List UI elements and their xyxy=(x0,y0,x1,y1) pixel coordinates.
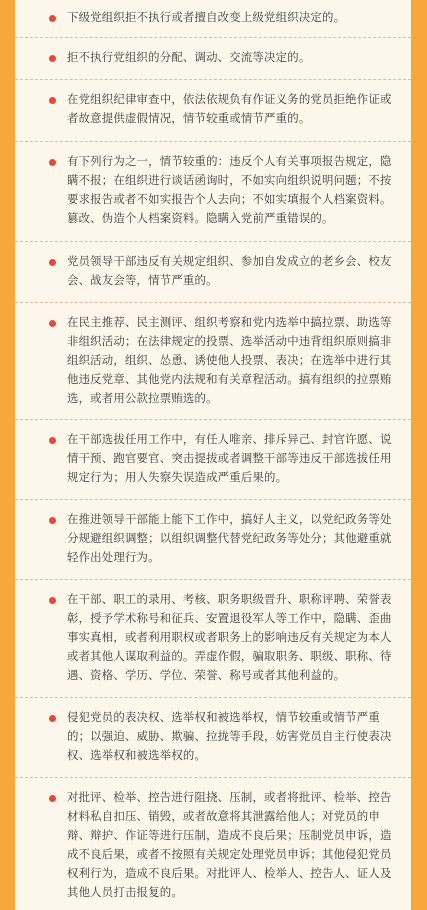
bullet-dot-icon xyxy=(49,159,56,166)
item-text: 侵犯党员的表决权、选举权和被选举权，情节较重或情节严重的；以强迫、威胁、欺骗、拉拢等手段，妨害党员自主行使表决权、选举权和被选举权的。 xyxy=(67,710,392,762)
bullet-dot-icon xyxy=(49,795,56,802)
item-text: 在干部、职工的录用、考核、职务职级晋升、职称评聘、荣誉表彰，授予学术称号和征兵、安置退役军人等工作中，隐瞒、歪曲事实真相，或者利用职权或者职务上的影响违反有关规定为本人或者其他人谋取利益的。弄虚作假，骗取职务、职级、职称、待遇、资格、学历、学位、荣誉、称号或者其他利益的。 xyxy=(67,592,392,682)
item-text: 在党组织纪律审查中，依法依规负有作证义务的党员拒绝作证或者故意提供虚假情况，情节较重或情节严重的。 xyxy=(67,92,392,125)
bullet-dot-icon xyxy=(49,15,56,22)
item-text: 对批评、检举、控告进行阻挠、压制，或者将批评、检举、控告材料私自扣压、销毁，或者故意将其泄露给他人；对党员的申辩、辩护、作证等进行压制，造成不良后果；压制党员申诉，造成不良后果，或者不按照有关规定处理党员申诉；其他侵犯党员权利行为，造成不良后果。对批评人、检举人、控告人、证人及其他人员打击报复的。 xyxy=(67,790,392,899)
bullet-dot-icon xyxy=(49,715,56,722)
item-text: 下级党组织拒不执行或者擅自改变上级党组织决定的。 xyxy=(67,10,346,24)
list-item xyxy=(15,500,411,580)
item-text: 拒不执行党组织的分配、调动、交流等决定的。 xyxy=(67,50,311,64)
bullet-dot-icon xyxy=(49,437,56,444)
bullet-dot-icon xyxy=(49,55,56,62)
list-item xyxy=(15,142,411,242)
item-text: 党员领导干部违反有关规定组织、参加自发成立的老乡会、校友会、战友会等，情节严重的。 xyxy=(67,254,392,287)
bullet-dot-icon xyxy=(49,259,56,266)
list-item xyxy=(15,420,411,500)
list-item xyxy=(15,38,411,80)
bullet-dot-icon xyxy=(49,320,56,327)
item-text: 在干部选拔任用工作中，有任人唯亲、排斥异己、封官许愿、说情干预、跑官要官、突击提拔或者调整干部等违反干部选拔任用规定行为；用人失察失误造成严重后果的。 xyxy=(67,432,392,484)
list-item xyxy=(15,303,411,420)
item-text: 有下列行为之一，情节较重的：违反个人有关事项报告规定，隐瞒不报；在组织进行谈话函询时，不如实向组织说明问题；不按要求报告或者不如实报告个人去向；不如实填报个人档案资料。篡改、伪造个人档案资料。隐瞒入党前严重错误的。 xyxy=(67,154,392,225)
list-item xyxy=(15,80,411,142)
list-item xyxy=(15,778,411,910)
list-item xyxy=(15,242,411,303)
list-item xyxy=(15,0,411,38)
item-text: 在推进领导干部能上能下工作中，搞好人主义，以党纪政务等处分规避组织调整；以组织调整代替党纪政务等处分；其他避重就轻作出处理行为。 xyxy=(67,512,392,564)
bullet-dot-icon xyxy=(49,97,56,104)
list-item xyxy=(15,580,411,698)
bullet-dot-icon xyxy=(49,597,56,604)
list-item xyxy=(15,698,411,778)
rules-card xyxy=(15,0,411,910)
item-text: 在民主推荐、民主测评、组织考察和党内选举中搞拉票、助选等非组织活动；在法律规定的投票、选举活动中违背组织原则搞非组织活动，组织、怂恿、诱使他人投票、表决；在选举中进行其他违反党章、其他党内法规和有关章程活动。搞有组织的拉票贿选，或者用公款拉票贿选的。 xyxy=(67,315,392,405)
bullet-dot-icon xyxy=(49,517,56,524)
